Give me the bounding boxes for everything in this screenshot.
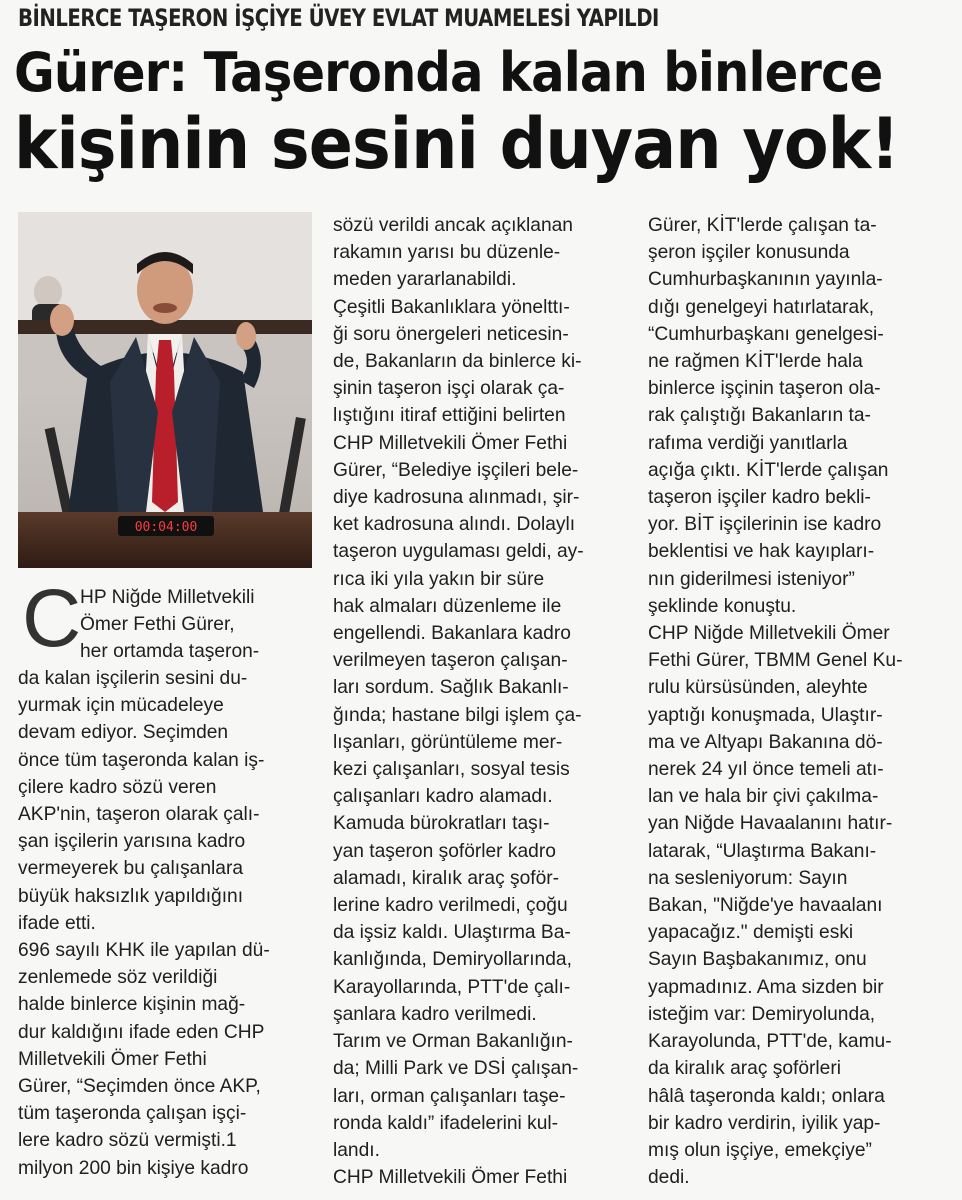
speaker-photo-illustration: [18, 212, 312, 568]
article-column-1: da kalan işçilerin sesini du- yurmak için mücadeleye devam ediyor. Seçimden önce tüm taşeronda kalan iş- çilere kadro sözü veren AKP'nin, taşeron olarak çalı- şan işçilerin yarısına kadro vermeyerek bu çalışanlara büyük haksızlık yapıldığını ifade etti. 696 sayılı KHK ile yapılan dü- zenlemede söz verildiği halde binlerce kişinin mağ- dur kaldığını ifade eden CHP Milletvekili Ömer Fethi Gürer, “Seçimden önce AKP, tüm taşeronda çalışan işçi- lere kadro sözü vermişti.1 milyon 200 bin kişiye kadro: [18, 668, 270, 1179]
headline-line-1: Gürer: Taşeronda kalan binlerce: [14, 41, 883, 104]
article-column-2: sözü verildi ancak açıklanan rakamın yarısı bu düzenle- meden yararlanabildi. Çeşitli Bakanlıklara yönelttı- ği soru önergeleri neticesin- de, Bakanların da binlerce ki- şinin taşeron işçi olarak ça- lıştığını itiraf ettiğini belirten CHP Milletvekili Ömer Fethi Gürer, “Belediye işçileri bele- diye kadrosuna alınmadı, şir- ket kadrosuna alındı. Dolaylı taşeron uygulaması geldi, ay- rıca iki yıla yakın bir süre hak almaları düzenleme ile engellendi. Bakanlara kadro verilmeyen taşeron çalışan- ları sordum. Sağlık Bakanlı- ğında; hastane bilgi işlem ça- lışanları, görüntüleme mer- kezi çalışanları, sosyal tesis çalışanları kadro alamadı. Kamuda bürokratları taşı- yan taşeron şoförler kadro alamadı, kiralık araç şoför- lerine kadro verilmedi, çoğu da işsiz kaldı. Ulaştırma Ba- kanlığında, Demiryollarında, Karayollarında, PTT'de çalı- şanlara kadro verilmedi. Tarım ve Orman Bakanlığın- da; Milli Park ve DSİ çalışan- ları, orman çalışanları taşe- ronda kaldı” ifadelerini kul- landı. CHP Milletvekili Ömer Fethi: [333, 215, 584, 1189]
headline-line-2: kişinin sesini duyan yok!: [14, 103, 899, 185]
podium-timer: 00:04:00: [134, 520, 198, 535]
speaker-photo: [18, 212, 312, 568]
article-column-3: Gürer, KİT'lerde çalışan ta- şeron işçiler konusunda Cumhurbaşkanının yayınla- dığı genelgeyi hatırlatarak, “Cumhurbaşkanı genelgesi- ne rağmen KİT'lerde hala binlerce işçinin taşeron ola- rak çalıştığı Bakanların ta- rafıma verdiği yanıtlarla açığa çıktı. KİT'lerde çalışan taşeron işçiler kadro bekli- yor. BİT işçilerinin ise kadro beklentisi ve hak kayıpları- nın giderilmesi isteniyor” şeklinde konuştu. CHP Niğde Milletvekili Ömer Fethi Gürer, TBMM Genel Ku- rulu kürsüsünden, aleyhte yaptığı konuşmada, Ulaştır- ma ve Altyapı Bakanına dö- nerek 24 yıl önce temeli atı- lan ve hala bir çivi çakılma- yan Niğde Havaalanını hatır- latarak, “Ulaştırma Bakanı- na sesleniyorum: Sayın Bakan, "Niğde'ye havaalanı yapacağız." demişti eski Sayın Başbakanımız, onu yapmadınız. Ama sizden bir isteğim var: Demiryolunda, Karayolunda, PTT'de, kamu- da kiralık araç şoförleri hâlâ taşeronda kaldı; onlara bir kadro verdirin, iyilik yap- mış olun işçiye, emekçiye” dedi.: [648, 215, 903, 1189]
headline: [14, 40, 954, 186]
kicker-headline: BİNLERCE TAŞERON İŞÇİYE ÜVEY EVLAT MUAMELESİ YAPILDI: [18, 4, 659, 32]
drop-cap: C: [22, 573, 82, 664]
article-column-1-lead: HP Niğde Milletvekili Ömer Fethi Gürer, her ortamda taşeron-: [80, 587, 260, 663]
